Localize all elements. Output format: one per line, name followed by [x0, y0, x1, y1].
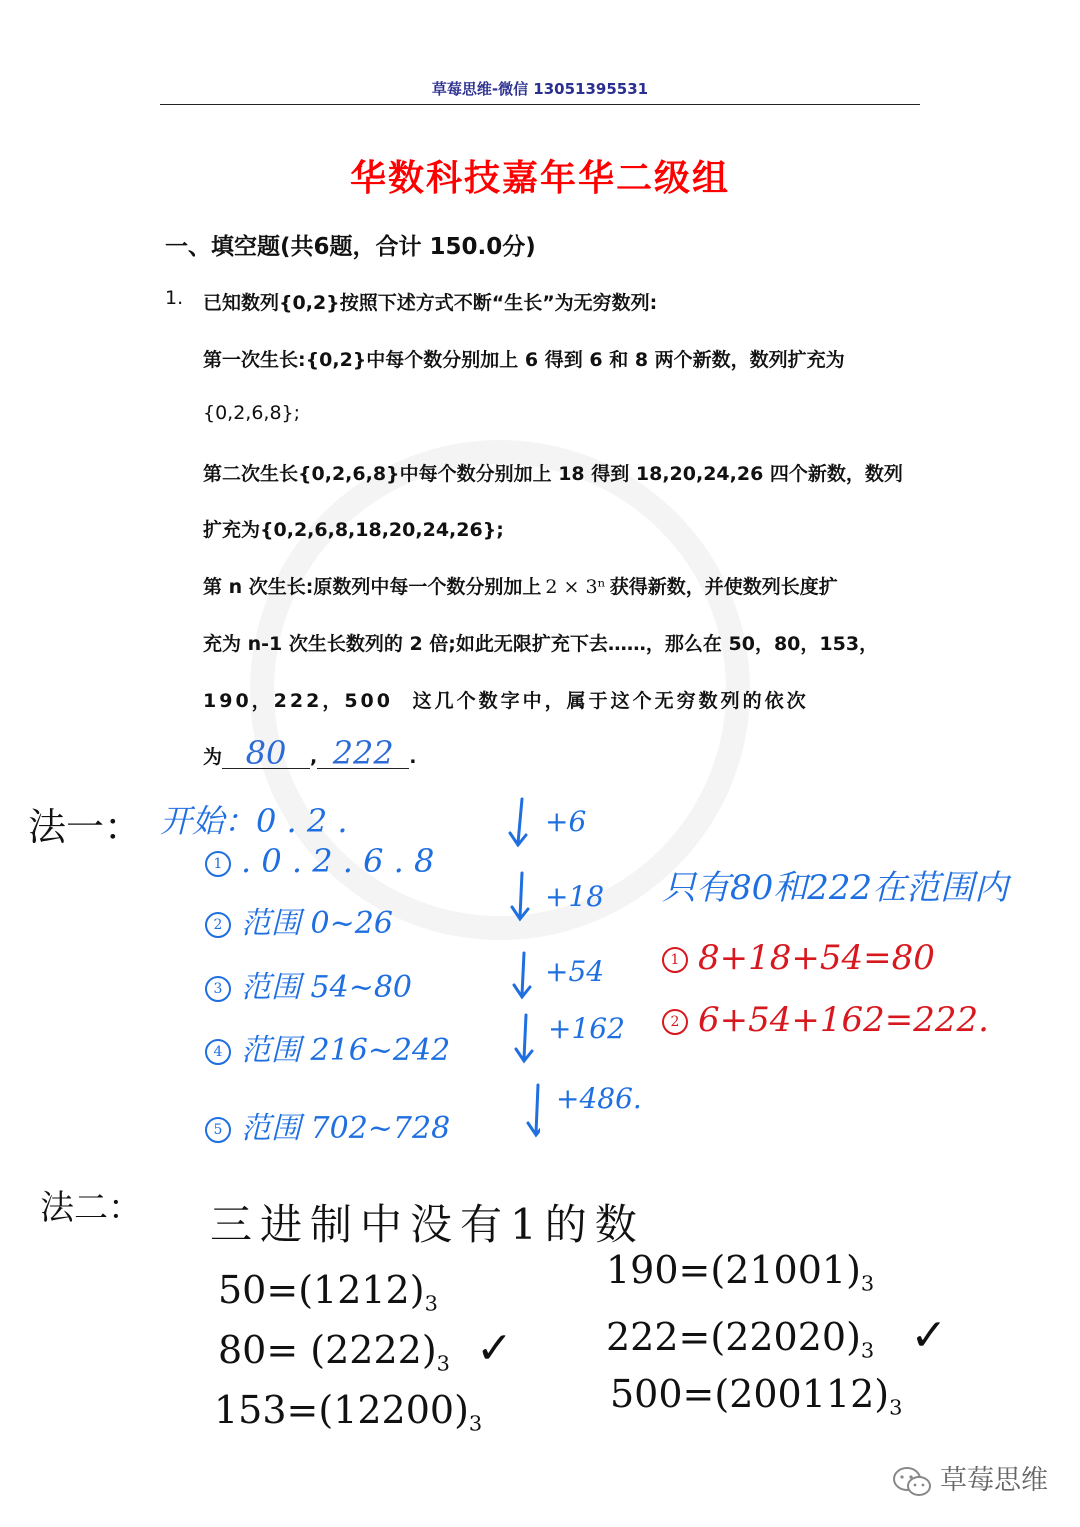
question-number: 1. — [165, 287, 184, 309]
base-subscript: 3 — [468, 1411, 483, 1436]
method2-title: 三进制中没有1的数 — [210, 1200, 645, 1249]
check-mark-icon: ✓ — [910, 1310, 948, 1361]
method1-step — [205, 898, 393, 942]
question-line-3: 第二次生长{0,2,6,8}中每个数分别加上 18 得到 18,20,24,26 四个新数，数列 — [203, 463, 903, 485]
ternary-row: 50=(1212)3 — [218, 1268, 438, 1316]
page-title: 华数科技嘉年华二级组 — [349, 158, 730, 199]
question-line-5a: 第 n 次生长:原数列中每一个数分别加上 — [203, 576, 542, 598]
add-label: +162 — [548, 1012, 625, 1045]
question-line-1: 第一次生长:{0,2}中每个数分别加上 6 得到 6 和 8 两个新数，数列扩充为 — [203, 349, 845, 371]
question-line-8 — [203, 734, 417, 772]
method1-start: 开始：0 . 2 . — [160, 802, 348, 840]
method1-step — [205, 1025, 450, 1069]
method1-step — [205, 842, 434, 880]
question-line-7: 190，222，500 这几个数字中，属于这个无穷数列的依次 — [203, 690, 809, 712]
method1-step — [205, 1103, 450, 1147]
calc-text: 8+18+54=80 — [698, 938, 935, 978]
answer-2: 222 — [332, 734, 394, 772]
step-number: 3 — [205, 976, 231, 1002]
add-label: +6 — [545, 805, 587, 838]
method1-label: 法一： — [28, 805, 143, 849]
arrow-down-icon — [514, 953, 530, 997]
question-line-5b: 获得新数，并使数列长度扩 — [609, 576, 838, 598]
step-text: . 0 . 2 . 6 . 8 — [241, 842, 435, 880]
watermark-text: 草莓思维 — [940, 1465, 1048, 1496]
answer-separator: , — [310, 746, 318, 768]
section-heading: 一、填空题(共6题，合计 150.0分) — [165, 234, 536, 260]
ternary-row: 190=(21001)3 — [606, 1248, 875, 1296]
question-line-8-prefix: 为 — [203, 746, 223, 768]
red-calc — [662, 1000, 989, 1040]
question-end: . — [409, 746, 417, 768]
ternary-row: 153=(12200)3 — [214, 1388, 483, 1436]
answer-1: 80 — [245, 734, 287, 772]
ternary-value: (200112) — [714, 1372, 890, 1416]
decimal-number: 500 — [610, 1372, 683, 1416]
step-number: 4 — [205, 1039, 231, 1065]
red-calc — [662, 938, 935, 978]
base-subscript: 3 — [889, 1395, 903, 1420]
arrow-down-icon — [516, 1015, 532, 1061]
question-line-5 — [203, 572, 838, 599]
ternary-row: 80= (2222)3 ✓ — [218, 1323, 513, 1376]
step-number: 5 — [205, 1117, 231, 1143]
decimal-number: 222 — [606, 1315, 679, 1359]
question-line-2: {0,2,6,8}; — [203, 402, 301, 424]
question-line-4: 扩充为{0,2,6,8,18,20,24,26}; — [203, 519, 504, 541]
method1-step — [205, 962, 412, 1006]
step-text: 范围 702~728 — [241, 1111, 451, 1146]
arrow-down-icon — [510, 799, 526, 845]
answer-blank-1 — [222, 734, 310, 772]
wechat-icon — [892, 1465, 932, 1499]
decimal-number: 190 — [606, 1248, 679, 1292]
add-label: +54 — [545, 955, 605, 988]
check-mark-icon: ✓ — [476, 1323, 513, 1374]
method2-label: 法二： — [40, 1188, 142, 1228]
question-line-6: 充为 n-1 次生长数列的 2 倍;如此无限扩充下去……，那么在 50，80，153， — [203, 633, 879, 655]
calc-text: 6+54+162=222. — [698, 1000, 989, 1040]
ternary-value: (1212) — [298, 1268, 425, 1312]
base-subscript: 3 — [860, 1338, 875, 1363]
ternary-row: 222=(22020)3 ✓ — [606, 1310, 948, 1363]
add-label: +486. — [556, 1082, 642, 1115]
decimal-number: 153 — [214, 1388, 287, 1432]
calc-number: 1 — [662, 947, 688, 973]
add-label: +18 — [545, 880, 605, 913]
ternary-value: (22020) — [710, 1315, 861, 1359]
arrow-down-icon — [528, 1085, 540, 1135]
decimal-number: 80 — [218, 1328, 267, 1372]
method1-arrows — [500, 795, 540, 1145]
ternary-value: (21001) — [710, 1248, 861, 1292]
header-divider — [160, 104, 920, 105]
method1-note: 只有80和222在范围内 — [662, 868, 1009, 908]
calc-number: 2 — [662, 1009, 688, 1035]
decimal-number: 50 — [218, 1268, 267, 1312]
step-text: 范围 54~80 — [241, 970, 413, 1005]
base-subscript: 3 — [860, 1271, 875, 1296]
base-subscript: 3 — [424, 1291, 438, 1316]
step-text: 范围 0~26 — [241, 906, 393, 941]
arrow-down-icon — [512, 873, 528, 919]
page-header: 草莓思维-微信 13051395531 — [431, 80, 649, 98]
growth-formula: 2 × 3ⁿ — [545, 576, 606, 598]
ternary-value: (12200) — [318, 1388, 469, 1432]
ternary-value: (2222) — [310, 1328, 437, 1372]
step-text: 范围 216~242 — [241, 1033, 451, 1068]
answer-blank-2 — [317, 734, 409, 772]
step-number: 1 — [205, 851, 231, 877]
base-subscript: 3 — [436, 1351, 450, 1376]
ternary-row: 500=(200112)3 — [610, 1372, 903, 1420]
question-intro: 已知数列{0,2}按照下述方式不断“生长”为无穷数列: — [203, 292, 658, 314]
step-number: 2 — [205, 912, 231, 938]
